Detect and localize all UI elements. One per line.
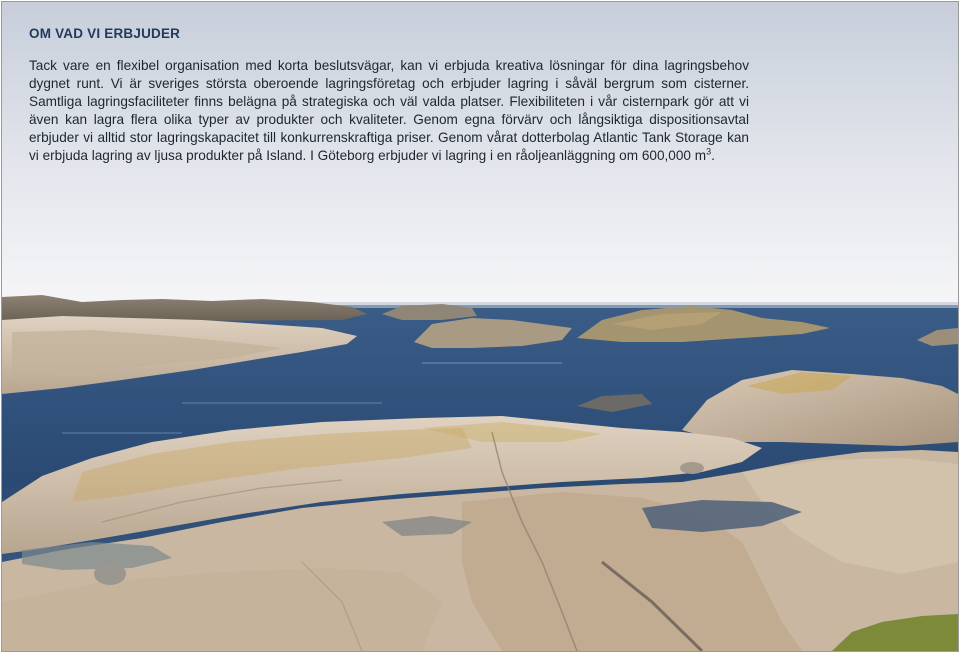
section-heading: OM VAD VI ERBJUDER bbox=[29, 26, 181, 41]
intro-section bbox=[29, 26, 749, 165]
brochure-page bbox=[2, 2, 958, 651]
section-paragraph bbox=[29, 57, 749, 165]
cubic-superscript: 3 bbox=[706, 146, 712, 157]
paragraph-text: Tack vare en flexibel organisation med korta beslutsvägar, kan vi erbjuda kreativa lösningar för dina lagringsbehov dygnet runt. Vi är sveriges största oberoende lagringsföretag och erbjuder lagring i såväl bergrum som cisterner. Samtliga lagringsfaciliteter finns belägna på strategiska och väl valda platser. Flexibiliteten i vår cisternpark gör att vi även kan lagra flera olika typer av produkter och kvaliteter. Genom egna förvärv och långsiktiga dispositionsavtal erbjuder vi alltid stor lagringskapacitet till konkurrenskraftiga priser. Genom vårat dotterbolag Atlantic Tank Storage kan vi erbjuda lagring av ljusa produkter på Island. I Göteborg erbjuder vi lagring i en råoljeanläggning om 600,000 m bbox=[29, 58, 749, 163]
paragraph-end: . bbox=[711, 148, 715, 163]
stone bbox=[94, 563, 126, 585]
